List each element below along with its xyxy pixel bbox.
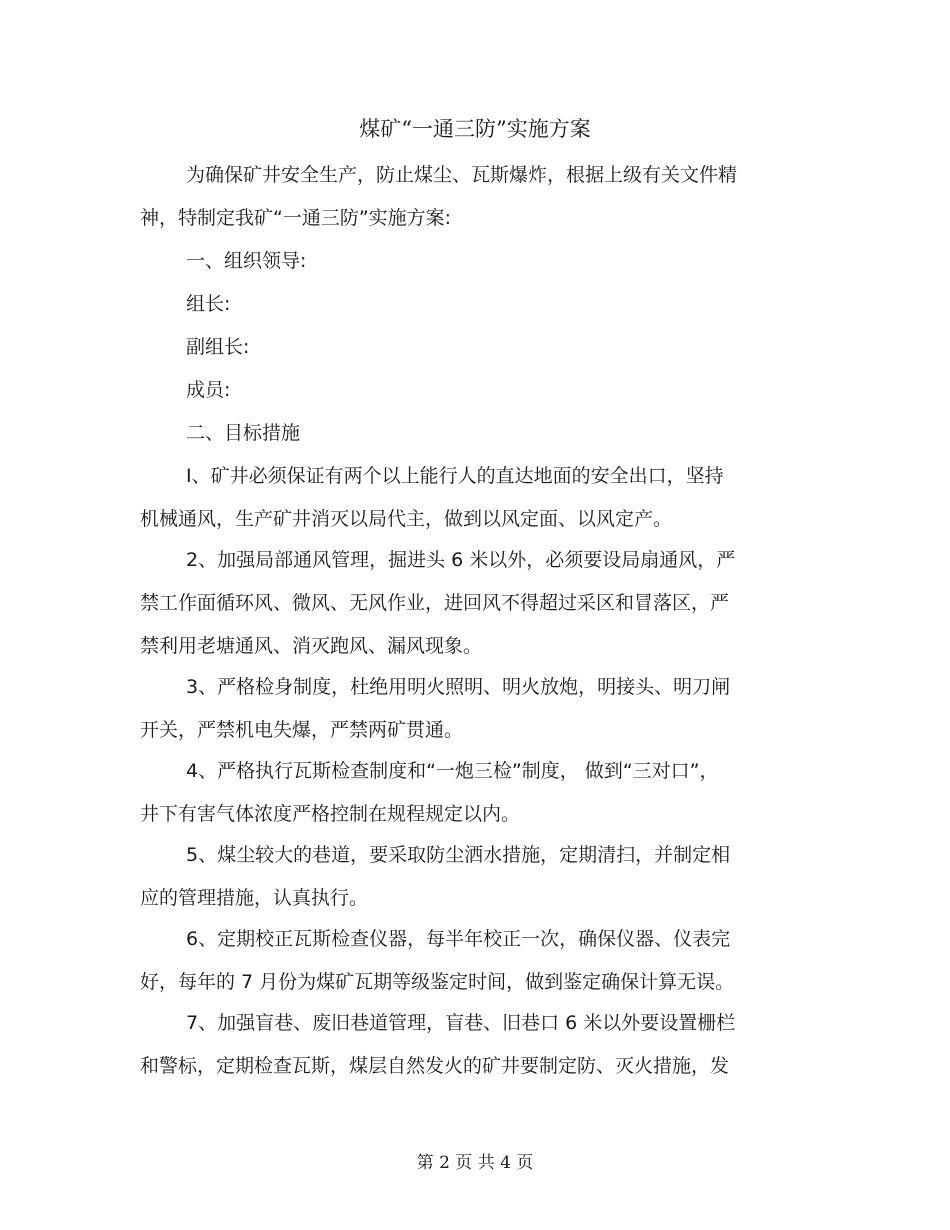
measure-6-line-2: 好，每年的 7 月份为煤矿瓦期等级鉴定时间，做到鉴定确保计算无误。 — [140, 971, 735, 993]
measure-5-line-1: 5、煤尘较大的巷道，要采取防尘洒水措施，定期清扫，并制定相 — [186, 844, 731, 866]
measure-4-line-2: 井下有害气体浓度严格控制在规程规定以内。 — [140, 803, 521, 825]
measure-5-line-2: 应的管理措施，认真执行。 — [140, 887, 369, 909]
section-heading-organization: 一、组织领导: — [186, 250, 307, 272]
page-number-footer: 第 2 页 共 4 页 — [416, 1153, 534, 1173]
measure-3-line-2: 开关，严禁机电失爆，严禁两矿贯通。 — [140, 719, 464, 741]
measure-1-line-2: 机械通风，生产矿井消灭以局代主，做到以风定面、以风定产。 — [140, 508, 673, 530]
measure-7-line-2: 和警标，定期检查瓦斯，煤层自然发火的矿井要制定防、灭火措施，发 — [140, 1055, 730, 1077]
members-label: 成员: — [186, 379, 231, 401]
document-title: 煤矿“一通三防”实施方案 — [359, 117, 591, 141]
measure-6-line-1: 6、定期校正瓦斯检查仪器，每半年校正一次，确保仪器、仪表完 — [186, 928, 731, 950]
measure-2-line-2: 禁工作面循环风、微风、无风作业，进回风不得超过采区和冒落区，严 — [140, 592, 730, 614]
paragraph-intro-line-2: 神，特制定我矿“一通三防”实施方案: — [140, 207, 452, 229]
section-heading-measures: 二、目标措施 — [186, 422, 301, 444]
measure-3-line-1: 3、严格检身制度，杜绝用明火照明、明火放炮，明接头、明刀闸 — [186, 676, 731, 698]
measure-2-line-1: 2、加强局部通风管理，掘进头 6 米以外，必须要设局扇通风，严 — [186, 549, 736, 571]
deputy-leader-label: 副组长: — [186, 336, 250, 358]
paragraph-intro-line-1: 为确保矿井安全生产，防止煤尘、瓦斯爆炸，根据上级有关文件精 — [186, 164, 738, 186]
measure-7-line-1: 7、加强盲巷、废旧巷道管理，盲巷、旧巷口 6 米以外要设置栅栏 — [186, 1012, 736, 1034]
measure-1-line-1: I、矿井必须保证有两个以上能行人的直达地面的安全出口，坚持 — [186, 465, 724, 487]
measure-2-line-3: 禁利用老塘通风、消灭跑风、漏风现象。 — [140, 635, 483, 657]
group-leader-label: 组长: — [186, 293, 231, 315]
measure-4-line-1: 4、严格执行瓦斯检查制度和“一炮三检”制度， 做到“三对口”， — [186, 760, 719, 782]
